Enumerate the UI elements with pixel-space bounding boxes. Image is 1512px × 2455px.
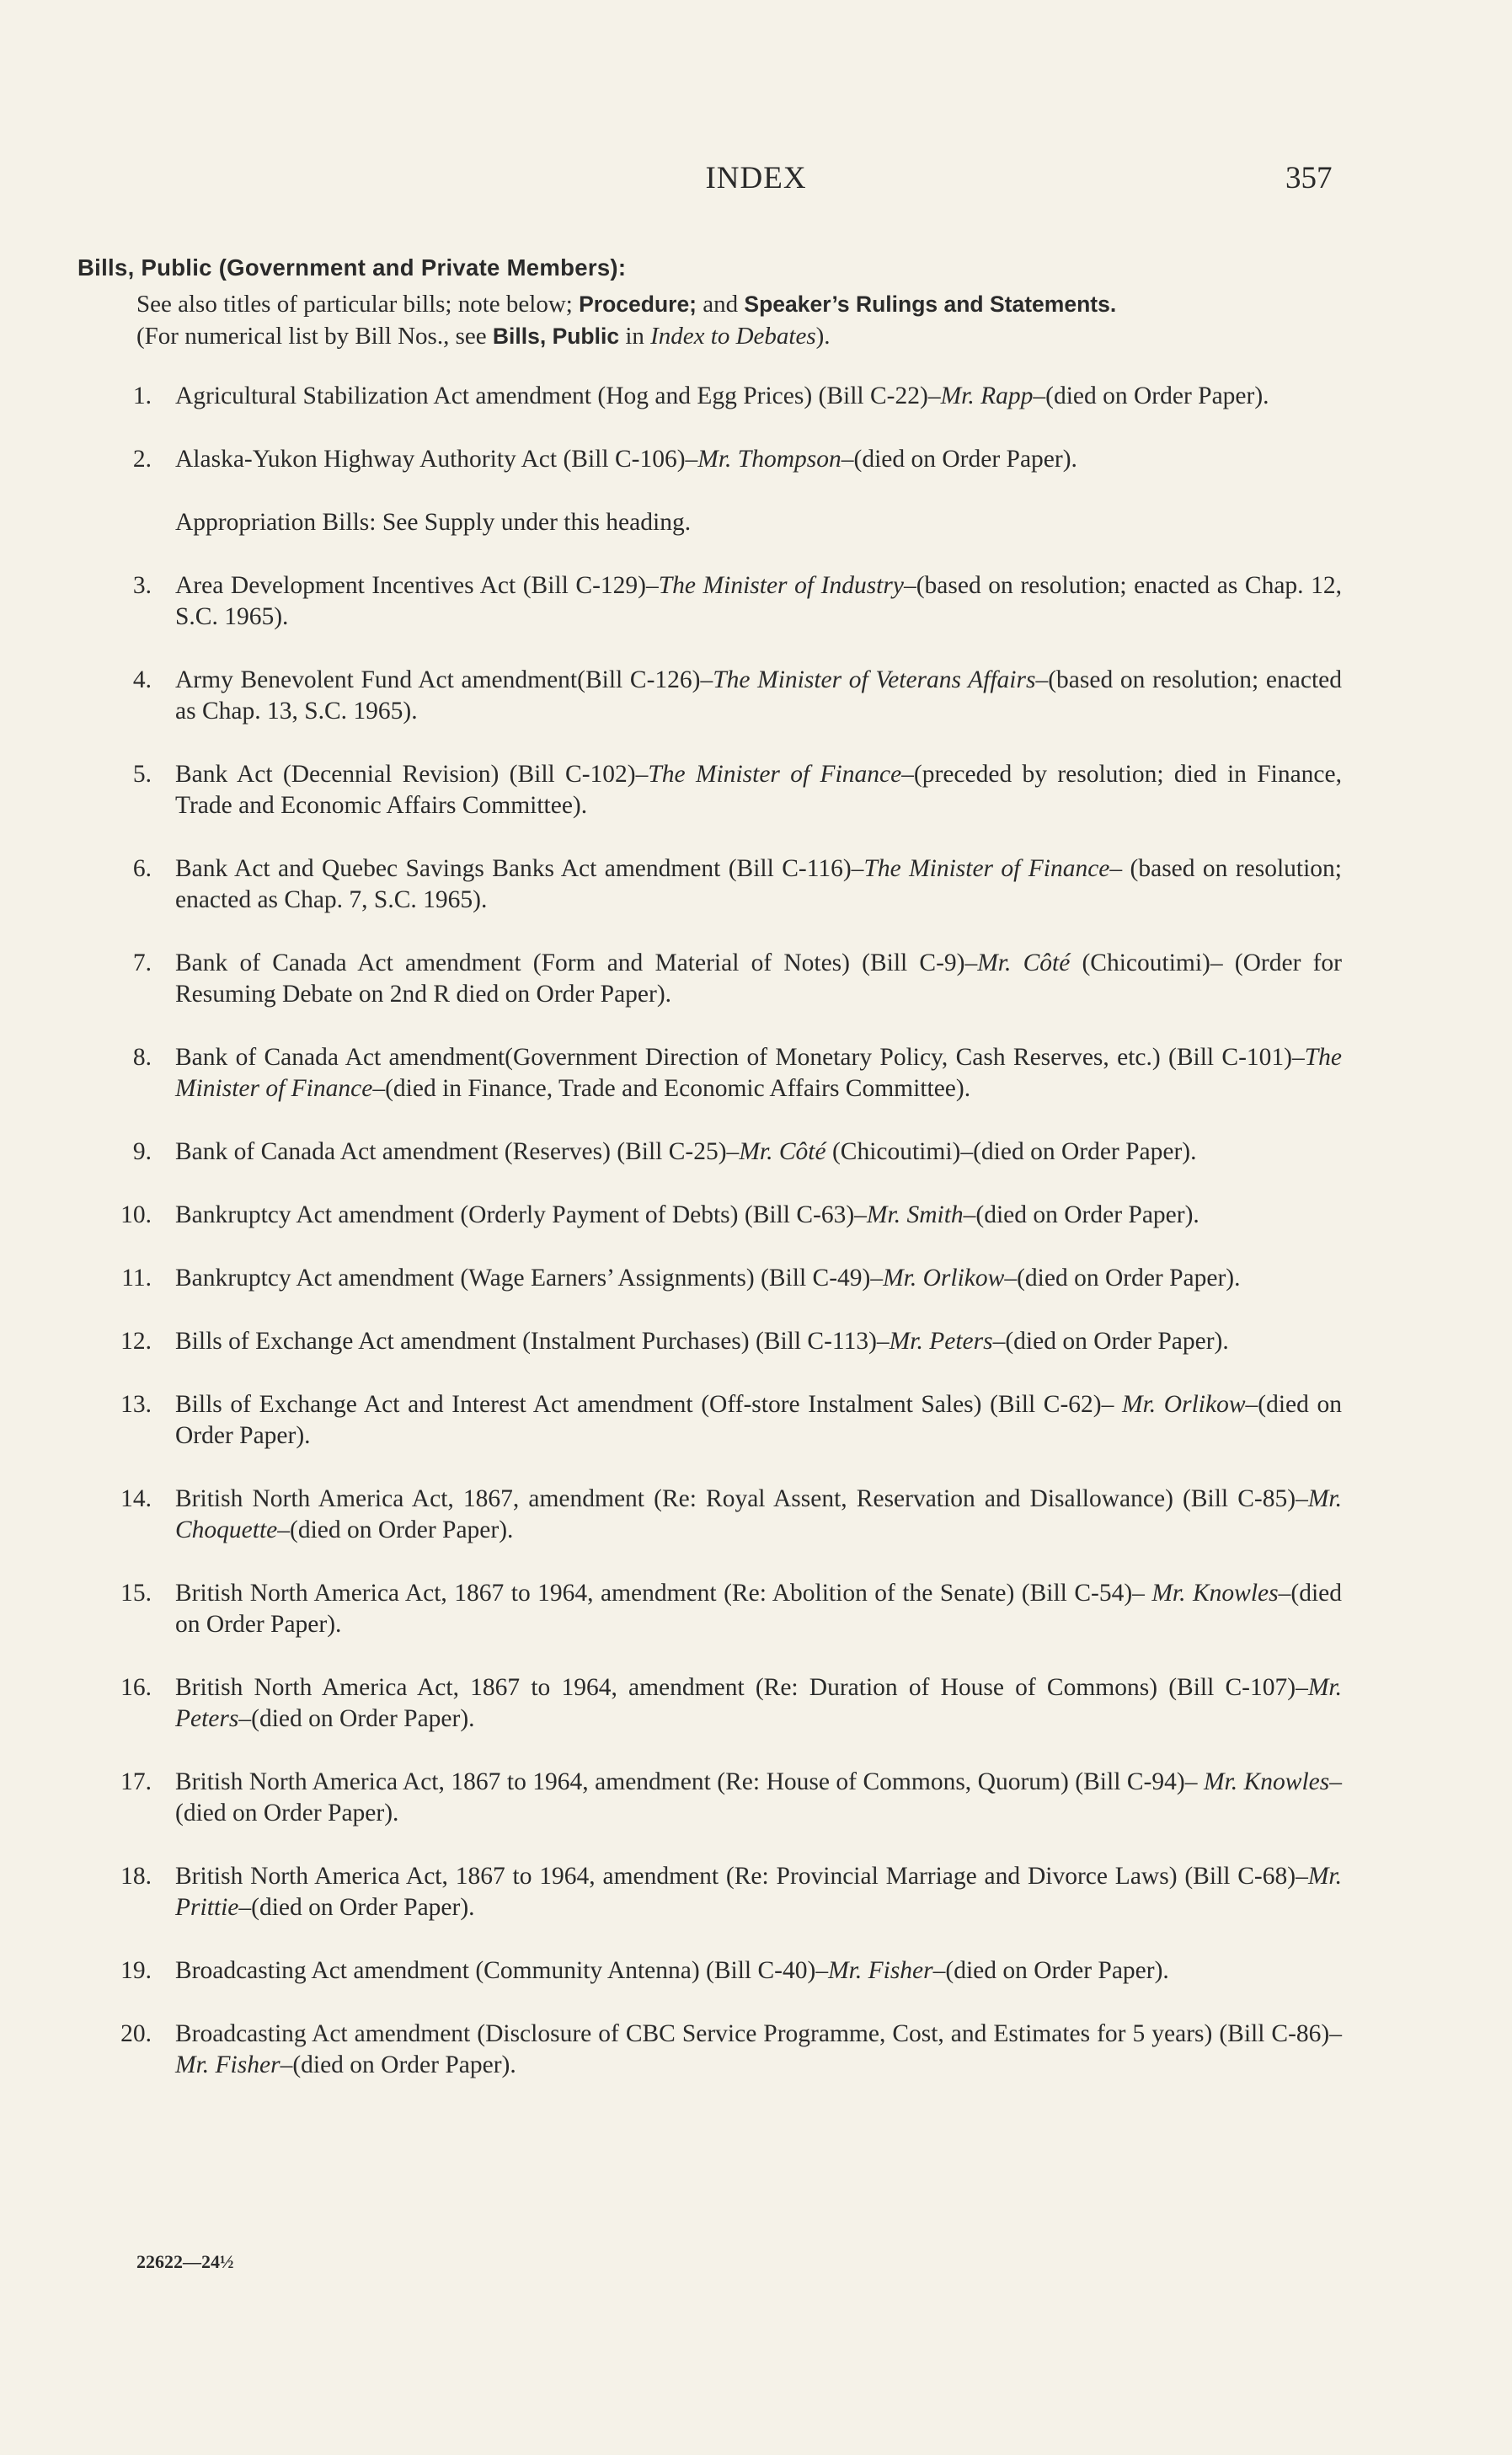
list-item [0, 1955, 1512, 1987]
list-item [0, 1263, 1512, 1294]
footer-code: 22622—24½ [136, 2251, 234, 2272]
see-also-in: in [619, 323, 651, 350]
list-item [0, 759, 1512, 821]
bill-title: Bank of Canada Act amendment (Reserves) (Bill C-25)– [175, 1138, 740, 1165]
bill-title: Bank of Canada Act amendment(Government Direction of Monetary Policy, Cash Reserves, etc.) (Bill C-101)– [175, 1044, 1305, 1071]
bill-status: –(died on Order Paper). [841, 446, 1077, 473]
item-text [175, 1672, 1342, 1735]
sponsor-name: Mr. Choquette [175, 1485, 1342, 1543]
list-item [0, 948, 1512, 1010]
list-item [0, 1484, 1512, 1546]
bill-title: Bills of Exchange Act amendment (Instalment Purchases) (Bill C-113)– [175, 1328, 890, 1355]
list-item [0, 1672, 1512, 1735]
list-item [0, 1042, 1512, 1104]
bill-status: –(died on Order Paper). [175, 1580, 1342, 1638]
bill-status: –(died on Order Paper). [963, 1201, 1199, 1228]
item-text [175, 1042, 1342, 1104]
list-item [0, 1767, 1512, 1829]
list-item [0, 1137, 1512, 1168]
item-number: 15. [120, 1580, 152, 1607]
see-also-and: and [697, 291, 745, 318]
bill-list [0, 381, 1512, 2113]
item-number: 9. [132, 1138, 152, 1165]
bill-title: Bank Act (Decennial Revision) (Bill C-102)– [175, 761, 649, 788]
bill-title: British North America Act, 1867 to 1964, amendment (Re: Duration of House of Commons) (Bill C-107)– [175, 1674, 1308, 1701]
bill-title: Agricultural Stabilization Act amendment (Hog and Egg Prices) (Bill C-22)– [175, 382, 941, 409]
item-number: 6. [132, 855, 152, 882]
bill-status: –(died on Order Paper). [992, 1328, 1229, 1355]
sponsor-name: Mr. Orlikow [1122, 1391, 1246, 1418]
bill-status: –(died in Finance, Trade and Economic Affairs Committee). [372, 1075, 971, 1102]
bill-status: –(preceded by resolution; died in Finance, Trade and Economic Affairs Committee). [175, 761, 1342, 819]
item-text [175, 1861, 1342, 1923]
list-item [0, 1389, 1512, 1452]
see-also-end: ). [815, 323, 831, 350]
bill-title: Bank of Canada Act amendment (Form and Material of Notes) (Bill C-9)– [175, 949, 978, 976]
item-number: 13. [120, 1391, 152, 1418]
bill-status: –(based on resolution; enacted as Chap. 13, S.C. 1965). [175, 666, 1342, 725]
bill-status: –(died on Order Paper). [1033, 382, 1269, 409]
item-number: 12. [120, 1328, 152, 1355]
sponsor-name: The Minister of Veterans Affairs [713, 666, 1036, 693]
bill-status: –(died on Order Paper). [175, 1768, 1342, 1827]
bill-title: British North America Act, 1867 to 1964, amendment (Re: House of Commons, Quorum) (Bill C-94)– [175, 1768, 1204, 1795]
sponsor-name: The Minister of Industry [658, 572, 904, 599]
see-also-text: See also titles of particular bills; note below; [136, 291, 580, 318]
item-text [175, 1326, 1342, 1357]
list-item [0, 1200, 1512, 1231]
item-number: 5. [132, 761, 152, 788]
bill-title: Bankruptcy Act amendment (Wage Earners’ Assignments) (Bill C-49)– [175, 1265, 884, 1292]
item-text [175, 759, 1342, 821]
item-number: 2. [132, 446, 152, 473]
list-item [0, 570, 1512, 633]
item-text [175, 381, 1342, 412]
sponsor-name: Mr. Côté [739, 1138, 826, 1165]
item-text [175, 665, 1342, 727]
item-number: 16. [120, 1674, 152, 1701]
item-text [175, 1578, 1342, 1640]
list-item [0, 665, 1512, 727]
item-number: 10. [120, 1201, 152, 1228]
bill-title: Bankruptcy Act amendment (Orderly Payment of Debts) (Bill C-63)– [175, 1201, 867, 1228]
sponsor-name: Mr. Fisher [828, 1957, 933, 1984]
list-item [0, 1861, 1512, 1923]
item-text [175, 1389, 1342, 1452]
bill-status: –(based on resolution; enacted as Chap. 12, S.C. 1965). [175, 572, 1342, 630]
item-text [175, 2019, 1342, 2081]
bill-title: Alaska-Yukon Highway Authority Act (Bill C-106)– [175, 446, 698, 473]
list-item [0, 2019, 1512, 2081]
sponsor-name: Mr. Thompson [697, 446, 841, 473]
sponsor-name: Mr. Prittie [175, 1863, 1342, 1921]
page-number: 357 [1285, 161, 1333, 195]
item-number: 11. [121, 1265, 152, 1292]
list-item [0, 381, 1512, 412]
sponsor-name: Mr. Côté [977, 949, 1071, 976]
item-text [175, 948, 1342, 1010]
item-text [175, 1200, 1342, 1231]
list-item [0, 853, 1512, 916]
bill-title: British North America Act, 1867, amendment (Re: Royal Assent, Reservation and Disallowance) (Bill C-85)– [175, 1485, 1308, 1512]
sponsor-name: Mr. Rapp [940, 382, 1034, 409]
bill-status: (Chicoutimi)–(died on Order Paper). [825, 1138, 1197, 1165]
see-also-note [136, 288, 1348, 352]
see-also-procedure: Procedure; [579, 291, 697, 317]
item-text [175, 1484, 1342, 1546]
list-item [0, 1578, 1512, 1640]
see-also-bills-public: Bills, Public [492, 324, 620, 349]
sponsor-name: Mr. Peters [889, 1328, 993, 1355]
item-text [175, 570, 1342, 633]
bill-title: Appropriation Bills: See Supply under this heading. [175, 509, 692, 536]
bill-title: British North America Act, 1867 to 1964, amendment (Re: Abolition of the Senate) (Bill C-54)– [175, 1580, 1152, 1607]
see-also-numerical: (For numerical list by Bill Nos., see [136, 323, 493, 350]
list-item [0, 1326, 1512, 1357]
item-number: 20. [120, 2020, 152, 2047]
bill-status: –(died on Order Paper). [1004, 1265, 1241, 1292]
sponsor-name: Mr. Knowles [1203, 1768, 1330, 1795]
list-item [0, 444, 1512, 475]
item-text [175, 1263, 1342, 1294]
item-text [175, 1137, 1342, 1168]
item-text [175, 1955, 1342, 1987]
bill-title: Army Benevolent Fund Act amendment(Bill C-126)– [175, 666, 713, 693]
sponsor-name: Mr. Fisher [175, 2051, 280, 2078]
item-text [175, 444, 1342, 475]
item-number: 1. [132, 382, 152, 409]
bill-title: Broadcasting Act amendment (Disclosure of CBC Service Programme, Cost, and Estimates for 5 years) (Bill C-86)– [175, 2020, 1342, 2047]
list-item [0, 507, 1512, 538]
bill-title: Bank Act and Quebec Savings Banks Act amendment (Bill C-116)– [175, 855, 864, 882]
sponsor-name: The Minister of Finance [648, 761, 902, 788]
item-number: 8. [132, 1044, 152, 1071]
see-also-index-debates: Index to Debates [650, 323, 816, 350]
bill-title: Area Development Incentives Act (Bill C-129)– [175, 572, 659, 599]
bill-title: Broadcasting Act amendment (Community Antenna) (Bill C-40)– [175, 1957, 829, 1984]
bill-status: – (based on resolution; enacted as Chap. 7, S.C. 1965). [175, 855, 1342, 913]
bill-status: –(died on Order Paper). [277, 1516, 514, 1543]
sponsor-name: The Minister of Finance [175, 1044, 1342, 1102]
item-text [175, 507, 1342, 538]
section-heading: Bills, Public (Government and Private Members): [77, 254, 627, 281]
item-text [175, 853, 1342, 916]
sponsor-name: Mr. Peters [175, 1674, 1342, 1732]
item-number: 18. [120, 1863, 152, 1890]
sponsor-name: Mr. Smith [866, 1201, 964, 1228]
bill-status: –(died on Order Paper). [238, 1705, 475, 1732]
item-number: 17. [120, 1768, 152, 1795]
bill-title: British North America Act, 1867 to 1964, amendment (Re: Provincial Marriage and Divorce Laws) (Bill C-68)– [175, 1863, 1308, 1890]
bill-status: –(died on Order Paper). [932, 1957, 1169, 1984]
bill-status: (Chicoutimi)– (Order for Resuming Debate on 2nd R died on Order Paper). [175, 949, 1342, 1008]
item-number: 19. [120, 1957, 152, 1984]
sponsor-name: Mr. Orlikow [883, 1265, 1005, 1292]
sponsor-name: Mr. Knowles [1151, 1580, 1279, 1607]
see-also-speakers: Speaker’s Rulings and Statements. [744, 291, 1117, 317]
bill-status: –(died on Order Paper). [280, 2051, 516, 2078]
item-number: 3. [132, 572, 152, 599]
item-text [175, 1767, 1342, 1829]
bill-status: –(died on Order Paper). [175, 1391, 1342, 1449]
bill-title: Bills of Exchange Act and Interest Act amendment (Off-store Instalment Sales) (Bill C-62)– [175, 1391, 1123, 1418]
sponsor-name: The Minister of Finance [863, 855, 1110, 882]
item-number: 14. [120, 1485, 152, 1512]
item-number: 4. [132, 666, 152, 693]
bill-status: –(died on Order Paper). [238, 1894, 475, 1921]
page-title: INDEX [705, 161, 807, 195]
item-number: 7. [132, 949, 152, 976]
